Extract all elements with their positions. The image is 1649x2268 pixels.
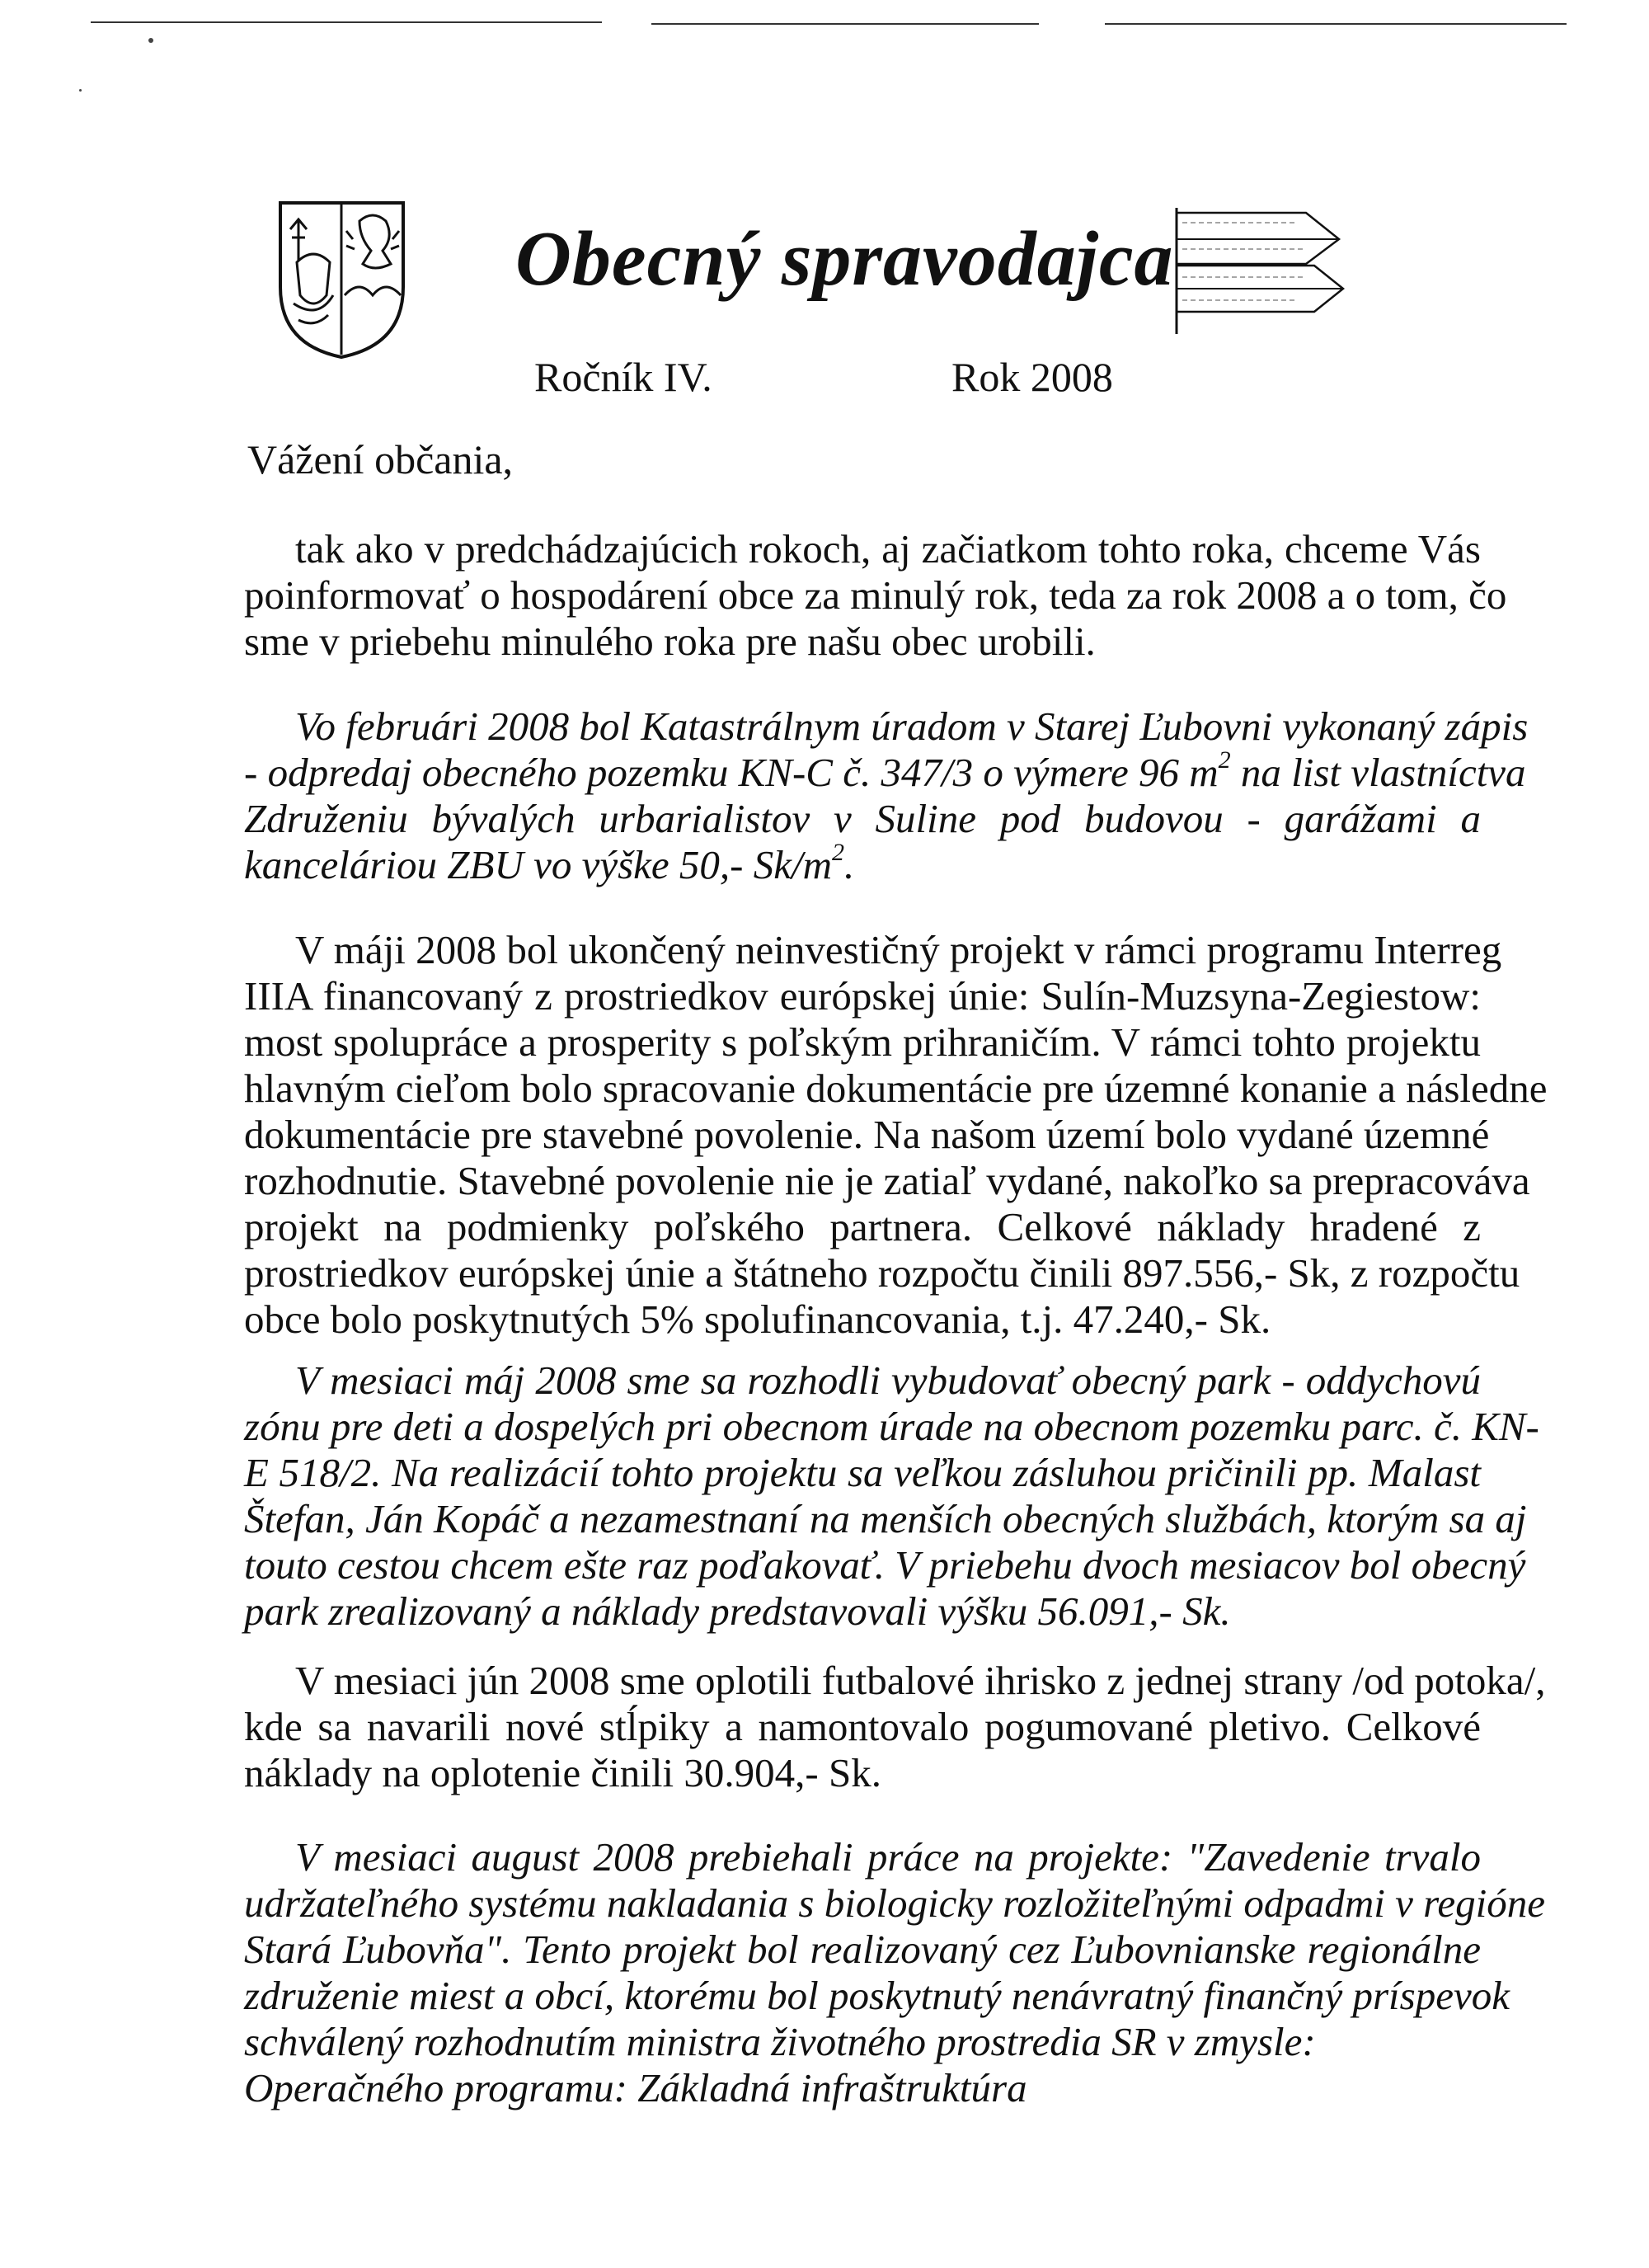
greeting: Vážení občania, [247,436,514,482]
newsletter-title: Obecný spravodajca [515,216,1174,302]
text-line: park zrealizovaný a náklady predstavovali výšku 56.091,- Sk. [244,1588,1231,1634]
text-line: náklady na oplotenie činili 30.904,- Sk. [244,1750,881,1795]
text-line: schválený rozhodnutím ministra životného prostredia SR v zmysle: [244,2019,1316,2064]
text-fragment: kanceláriou ZBU vo výške 50,- Sk/m [244,842,832,887]
text-fragment: - odpredaj obecného pozemku KN-C č. 347/3 o výmere 96 m [244,750,1219,795]
text-line [244,839,1481,888]
scan-edge-line [1105,23,1567,25]
scan-speck [148,38,153,43]
paragraph-interreg-cont [244,973,1548,1343]
paragraph-intro-cont [244,572,1507,665]
scan-edge-line [651,23,1039,25]
text-line: združenie miest a obcí, ktorému bol poskytnutý nenávratný finančný príspevok [244,1973,1510,2018]
scan-edge-line [91,21,602,23]
text-line: touto cestou chcem ešte raz poďakovať. V priebehu dvoch mesiacov bol obecný [244,1542,1526,1588]
scan-speck [79,89,82,92]
text-line: sme v priebehu minulého roka pre našu obec urobili. [244,619,1096,664]
text-line: IIIA financovaný z prostriedkov európskej únie: Sulín-Muzsyna-Zegiestow: [244,973,1481,1019]
paragraph-waste-project [295,1834,1481,1880]
flag-icon [1174,206,1347,338]
paragraph-park-cont [244,1404,1539,1635]
text-line: most spolupráce a prosperity s poľským prihraničím. V rámci tohto projektu [244,1019,1481,1065]
text-line: V mesiaci august 2008 prebiehali práce na projekte: "Zavedenie trvalo [295,1834,1481,1880]
paragraph-land-sale [295,703,1529,750]
paragraph-fence [295,1658,1546,1704]
paragraph-intro [295,526,1481,572]
text-line: Operačného programu: Základná infraštruktúra [244,2065,1027,2110]
paragraph-interreg [295,927,1502,973]
text-line: hlavným cieľom bolo spracovanie dokumentácie pre územné konanie a následne [244,1066,1548,1111]
text-line: Štefan, Ján Kopáč a nezamestnaní na menších obecných službách, ktorým sa aj [244,1496,1527,1541]
paragraph-park [295,1358,1481,1404]
coat-of-arms-icon [274,196,410,361]
text-line: kde sa navarili nové stĺpiky a namontovalo pogumované pletivo. Celkové [244,1704,1481,1749]
text-fragment: na list vlastníctva [1230,750,1526,795]
text-fragment: . [844,842,855,887]
text-line: obce bolo poskytnutých 5% spolufinancovania, t.j. 47.240,- Sk. [244,1296,1271,1342]
paragraph-land-sale-cont [244,746,1526,888]
text-line: Stará Ľubovňa". Tento projekt bol realizovaný cez Ľubovnianske regionálne [244,1927,1481,1972]
year-label: Rok 2008 [951,354,1113,400]
volume-label: Ročník IV. [534,354,712,400]
text-line: E 518/2. Na realizácií tohto projektu sa veľkou zásluhou pričinili pp. Malast [244,1450,1481,1495]
text-line: V máji 2008 bol ukončený neinvestičný projekt v rámci programu Interreg [295,927,1502,972]
text-line: V mesiaci máj 2008 sme sa rozhodli vybudovať obecný park - oddychovú [295,1358,1481,1403]
text-line: zónu pre deti a dospelých pri obecnom úrade na obecnom pozemku parc. č. KN- [244,1404,1539,1449]
text-line [244,746,1526,796]
paragraph-fence-cont [244,1704,1481,1796]
text-line: dokumentácie pre stavebné povolenie. Na našom území bolo vydané územné [244,1112,1490,1157]
text-line: prostriedkov európskej únie a štátneho rozpočtu činili 897.556,- Sk, z rozpočtu [244,1250,1520,1296]
text-line: projekt na podmienky poľského partnera. Celkové náklady hradené z [244,1204,1481,1249]
text-line: rozhodnutie. Stavebné povolenie nie je zatiaľ vydané, nakoľko sa prepracováva [244,1158,1530,1203]
superscript: 2 [832,839,844,866]
text-line: V mesiaci jún 2008 sme oplotili futbalové ihrisko z jednej strany /od potoka/, [295,1658,1546,1703]
paragraph-waste-project-cont [244,1880,1546,2111]
text-line: udržateľného systému nakladania s biologicky rozložiteľnými odpadmi v regióne [244,1880,1546,1926]
superscript: 2 [1218,746,1231,774]
text-line: tak ako v predchádzajúcich rokoch, aj začiatkom tohto roka, chceme Vás [295,526,1481,572]
text-line: Vo februári 2008 bol Katastrálnym úradom v Starej Ľubovni vykonaný zápis [295,703,1529,749]
text-line: poinformovať o hospodárení obce za minulý rok, teda za rok 2008 a o tom, čo [244,572,1507,618]
text-line: Združeniu bývalých urbarialistov v Suline pod budovou - garážami a [244,796,1481,841]
